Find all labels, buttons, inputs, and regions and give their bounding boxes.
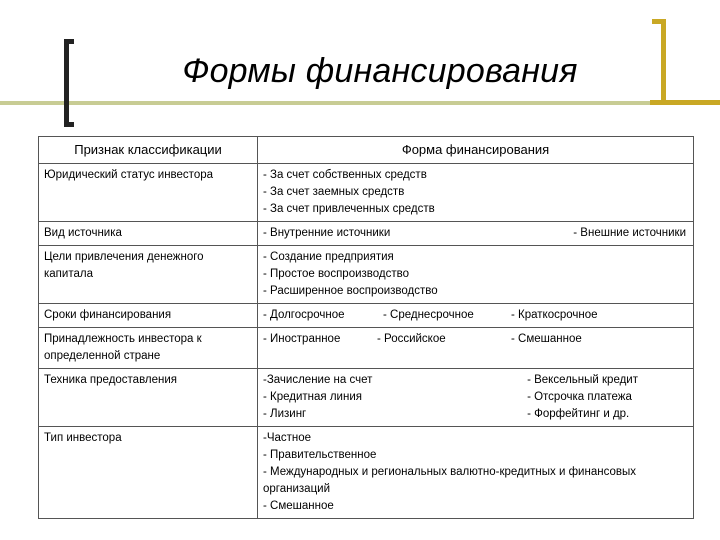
list-item: - Смешанное (263, 500, 334, 512)
row-values (258, 427, 694, 519)
list-item: - Расширенное воспроизводство (263, 285, 438, 297)
list-item: - Создание предприятия (263, 251, 394, 263)
list-item: - Лизинг (263, 408, 307, 420)
row-values (258, 164, 694, 222)
row-values (258, 222, 694, 246)
page-title: Формы финансирования (182, 52, 578, 90)
row-label: Сроки финансирования (39, 304, 258, 328)
header-classification: Признак классификации (39, 137, 258, 164)
list-item: - Смешанное (511, 333, 582, 345)
table-header-row (39, 137, 694, 164)
table-row (39, 164, 694, 222)
row-values (258, 246, 694, 304)
row-label: Вид источника (39, 222, 258, 246)
table-row (39, 222, 694, 246)
list-item: - Кредитная линия (263, 391, 362, 403)
classification-table (38, 136, 694, 519)
list-item: - Внутренние источники (263, 227, 391, 239)
row-label: Цели привлечения денежного капитала (39, 246, 258, 304)
row-label: Принадлежность инвестора к определенной стране (39, 328, 258, 369)
table-row (39, 369, 694, 427)
list-item: - Краткосрочное (511, 309, 598, 321)
list-item: - Простое воспроизводство (263, 268, 410, 280)
table-row (39, 246, 694, 304)
table-row (39, 427, 694, 519)
decorative-bar (0, 101, 720, 105)
list-item: -Зачисление на счет (263, 374, 373, 386)
list-item: -Частное (263, 432, 312, 444)
header-form: Форма финансирования (258, 137, 694, 164)
list-item: - Правительственное (263, 449, 377, 461)
list-item: - Внешние источники (573, 227, 686, 239)
row-label: Юридический статус инвестора (39, 164, 258, 222)
list-item: - Долгосрочное (263, 309, 345, 321)
list-item: - Иностранное (263, 333, 341, 345)
list-item: - За счет собственных средств (263, 169, 427, 181)
row-label: Техника предоставления (39, 369, 258, 427)
list-item: - За счет заемных средств (263, 186, 405, 198)
table-row (39, 304, 694, 328)
row-values (258, 304, 694, 328)
row-values (258, 328, 694, 369)
row-label: Тип инвестора (39, 427, 258, 519)
list-item: - Отсрочка платежа (527, 391, 632, 403)
row-values (258, 369, 694, 427)
list-item: - Среднесрочное (383, 309, 474, 321)
table-row (39, 328, 694, 369)
list-item: - Международных и региональных валютно-кредитных и финансовых организаций (263, 466, 636, 495)
list-item: - Российское (377, 333, 446, 345)
list-item: - Форфейтинг и др. (527, 408, 630, 420)
left-bracket-decoration (64, 39, 74, 127)
list-item: - Вексельный кредит (527, 374, 638, 386)
list-item: - За счет привлеченных средств (263, 203, 435, 215)
